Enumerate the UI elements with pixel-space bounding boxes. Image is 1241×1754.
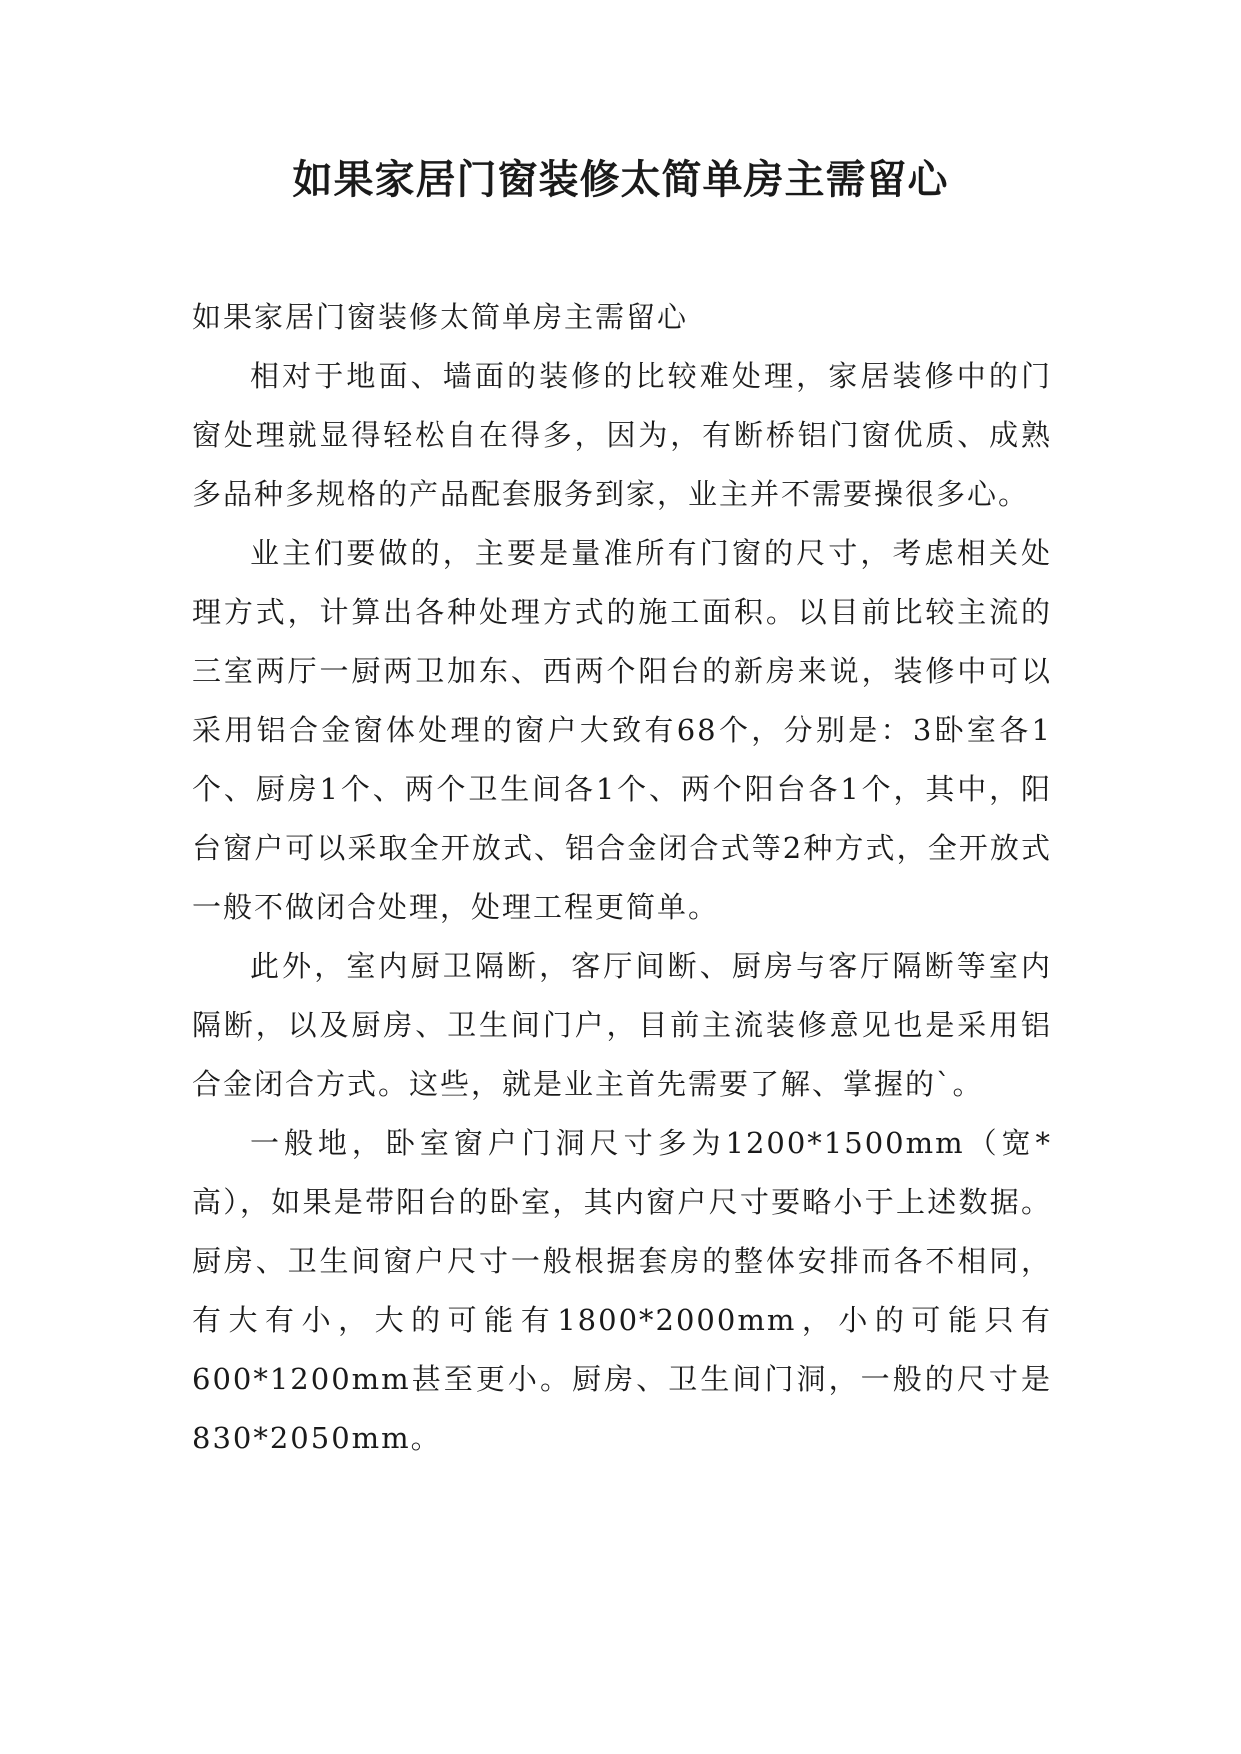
paragraph-2: 业主们要做的，主要是量准所有门窗的尺寸，考虑相关处理方式，计算出各种处理方式的施工面积。以目前比较主流的三室两厅一厨两卫加东、西两个阳台的新房来说，装修中可以采用铝合金窗体处理的窗户大致有68个，分别是：3卧室各1个、厨房1个、两个卫生间各1个、两个阳台各1个，其中，阳台窗户可以采取全开放式、铝合金闭合式等2种方式，全开放式一般不做闭合处理，处理工程更简单。: [192, 536, 1052, 924]
document-title: 如果家居门窗装修太简单房主需留心: [292, 156, 949, 203]
paragraph-3: 此外，室内厨卫隔断，客厅间断、厨房与客厅隔断等室内隔断，以及厨房、卫生间门户，目前主流装修意见也是采用铝合金闭合方式。这些，就是业主首先需要了解、掌握的`。: [192, 949, 1052, 1101]
document-subtitle: 如果家居门窗装修太简单房主需留心: [192, 300, 689, 334]
document-body: [192, 288, 1052, 1468]
paragraph-1: 相对于地面、墙面的装修的比较难处理，家居装修中的门窗处理就显得轻松自在得多，因为，有断桥铝门窗优质、成熟多品种多规格的产品配套服务到家，业主并不需要操很多心。: [192, 359, 1052, 511]
paragraph-4: 一般地，卧室窗户门洞尺寸多为1200*1500mm（宽*高），如果是带阳台的卧室，其内窗户尺寸要略小于上述数据。厨房、卫生间窗户尺寸一般根据套房的整体安排而各不相同，有大有小，大的可能有1800*2000mm，小的可能只有600*1200mm甚至更小。厨房、卫生间门洞，一般的尺寸是830*2050mm。: [192, 1126, 1052, 1455]
